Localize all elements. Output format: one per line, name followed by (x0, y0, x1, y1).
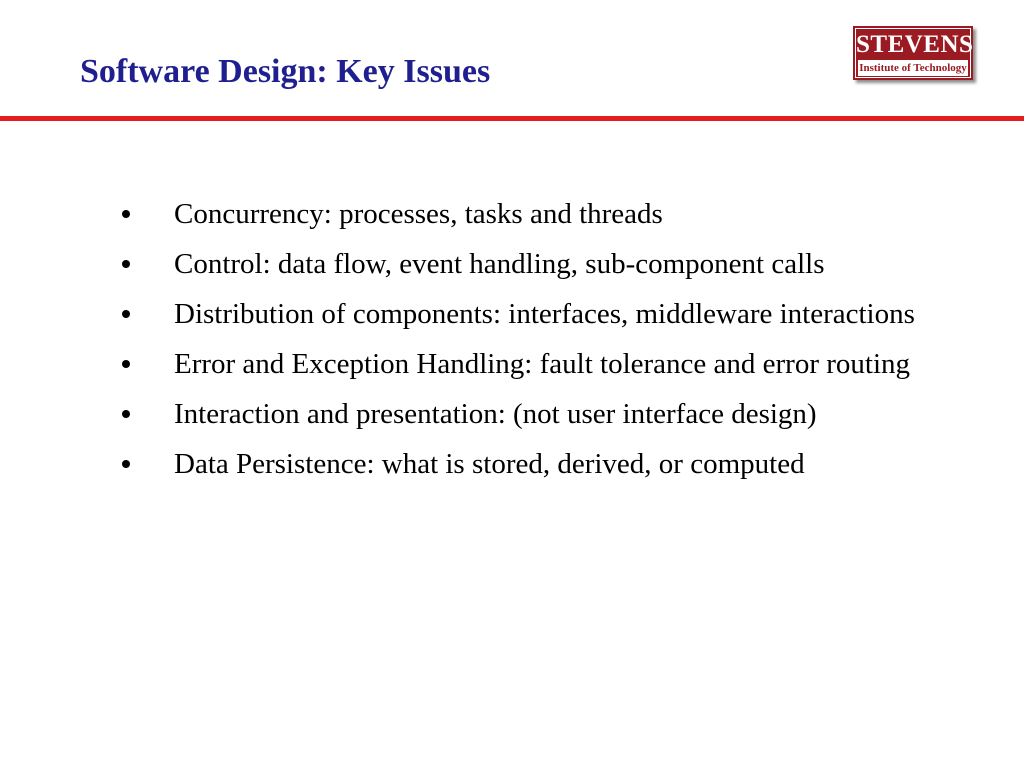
bullet-text: Control: data flow, event handling, sub-component calls (174, 248, 825, 280)
bullet-text: Distribution of components: interfaces, middleware interactions (174, 298, 915, 330)
bullet-dot-icon (122, 210, 130, 218)
bullet-item (120, 344, 970, 384)
bullet-item (120, 194, 970, 234)
title-divider (0, 116, 1024, 121)
bullet-text: Data Persistence: what is stored, derived, or computed (174, 448, 805, 480)
bullet-text: Concurrency: processes, tasks and threads (174, 198, 663, 230)
bullet-dot-icon (122, 360, 130, 368)
bullet-item (120, 444, 970, 484)
slide-title: Software Design: Key Issues (80, 53, 491, 90)
bullet-dot-icon (122, 260, 130, 268)
logo-frame (855, 28, 974, 78)
logo-main-text: STEVENS (856, 31, 974, 58)
bullet-text: Error and Exception Handling: fault tolerance and error routing (174, 348, 911, 380)
bullet-list (120, 194, 970, 494)
bullet-dot-icon (122, 460, 130, 468)
bullet-item (120, 244, 970, 284)
logo-sub-text: Institute of Technology (859, 62, 967, 74)
bullet-dot-icon (122, 410, 130, 418)
stevens-logo (853, 26, 973, 80)
bullet-item (120, 394, 970, 434)
bullet-text: Interaction and presentation: (not user interface design) (174, 398, 817, 430)
bullet-dot-icon (122, 310, 130, 318)
bullet-item (120, 294, 970, 334)
